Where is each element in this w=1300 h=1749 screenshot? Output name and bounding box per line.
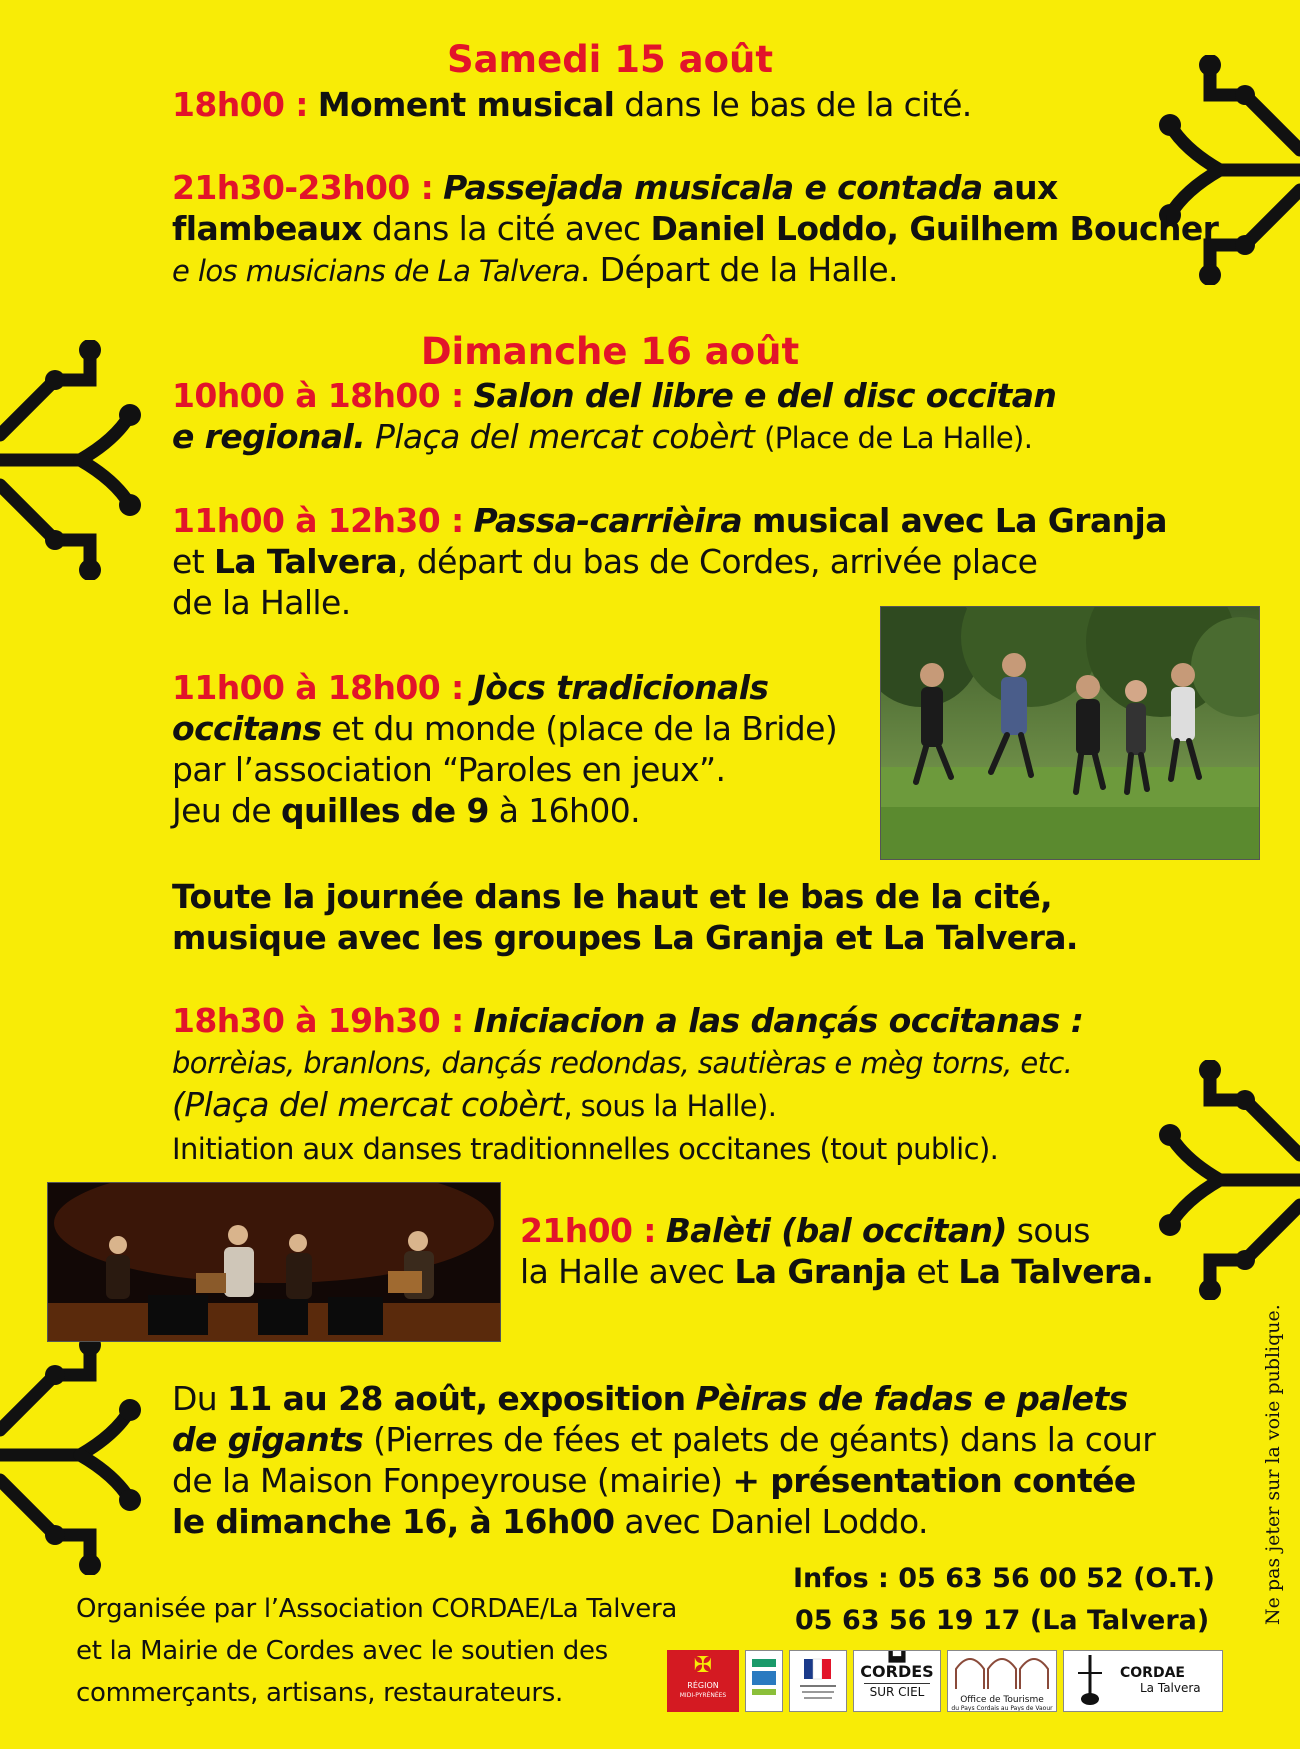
event-text: et du monde (place de la Bride) xyxy=(331,709,838,748)
department-icon xyxy=(746,1651,782,1711)
event-text: Initiation aux danses traditionnelles occitanes (tout public). xyxy=(172,1132,999,1166)
contact-info xyxy=(793,1558,1215,1642)
sunday-event-1 xyxy=(172,375,1056,459)
expo-text: + présentation contée xyxy=(732,1461,1136,1500)
event-time: 10h00 à 18h00 : xyxy=(172,376,464,415)
event-text: sous xyxy=(1016,1211,1090,1250)
sunday-event-4 xyxy=(172,1000,1083,1170)
tourism-office-logo xyxy=(947,1650,1057,1712)
occitan-cross-icon xyxy=(1150,1060,1300,1300)
phone-la-talvera: 05 63 56 19 17 (La Talvera) xyxy=(795,1605,1210,1636)
event-text: musical avec La Granja xyxy=(751,501,1167,540)
expo-text: avec Daniel Loddo. xyxy=(624,1502,928,1541)
prefecture-logo xyxy=(789,1650,847,1712)
expo-text: de la Maison Fonpeyrouse (mairie) xyxy=(172,1461,723,1500)
event-time: 11h00 à 12h30 : xyxy=(172,501,464,540)
occitan-cross-icon xyxy=(0,340,150,580)
event-title: Jòcs tradicionals xyxy=(473,668,769,707)
sunday-event-2 xyxy=(172,500,1167,623)
event-text: à 16h00. xyxy=(498,791,641,830)
region-logo-text: MIDI-PYRÉNÉES xyxy=(679,1692,727,1699)
photo-image xyxy=(48,1183,500,1341)
cordae-logo xyxy=(1063,1650,1223,1712)
region-logo-text: RÉGION xyxy=(687,1681,719,1690)
sunday-event-3 xyxy=(172,667,837,831)
event-text: dans la cité avec xyxy=(371,209,641,248)
expo-text: , xyxy=(475,1379,488,1418)
credits-line: commerçants, artisans, restaurateurs. xyxy=(76,1678,563,1708)
cordae-logo-text: CORDAE xyxy=(1120,1665,1185,1681)
expo-text: Du xyxy=(172,1379,218,1418)
event-text: la Halle avec xyxy=(520,1252,725,1291)
event-text: aux xyxy=(992,168,1058,207)
event-title: Balèti (bal occitan) xyxy=(665,1211,1007,1250)
cordae-logo-text: La Talvera xyxy=(1140,1681,1201,1695)
office-logo-text: du Pays Cordais au Pays de Vaour xyxy=(951,1705,1053,1712)
expo-title: de gigants xyxy=(172,1420,364,1459)
phone-tourism-office: Infos : 05 63 56 00 52 (O.T.) xyxy=(793,1563,1215,1594)
event-text: quilles de 9 xyxy=(280,791,489,830)
event-title: Moment musical xyxy=(317,85,615,124)
group-photo-outdoor xyxy=(880,606,1260,860)
event-text: La Granja xyxy=(734,1252,907,1291)
event-title: Iniciacion a las dançás occitanas : xyxy=(473,1001,1084,1040)
event-text: de la Halle. xyxy=(172,583,351,622)
event-title: Salon del libre e del disc occitan xyxy=(473,376,1057,415)
photo-image xyxy=(881,607,1259,859)
cordes-logo-text: CORDES xyxy=(860,1662,934,1681)
event-text: , sous la Halle). xyxy=(563,1089,777,1123)
castle-icon: ▙▟ xyxy=(888,1650,906,1663)
expo-text: (Pierres de fées et palets de géants) dans la cour xyxy=(373,1420,1156,1459)
expo-dates: 11 au 28 août xyxy=(227,1379,476,1418)
hurdy-gurdy-icon xyxy=(1070,1651,1110,1711)
recycling-notice: Ne pas jeter sur la voie publique. xyxy=(1262,1304,1284,1625)
allday-line: musique avec les groupes La Granja et La Talvera. xyxy=(172,918,1078,957)
expo-text: le dimanche 16, à 16h00 xyxy=(172,1502,615,1541)
event-text: dans le bas de la cité. xyxy=(624,85,972,124)
event-text: , départ du bas de Cordes, arrivée place xyxy=(397,542,1038,581)
expo-title: Pèiras de fadas e palets xyxy=(695,1379,1128,1418)
saturday-event-2 xyxy=(172,167,1218,292)
band-photo-stage xyxy=(47,1182,501,1342)
event-text: flambeaux xyxy=(172,209,362,248)
event-text: par l’association “Paroles en jeux”. xyxy=(172,750,726,789)
event-text: et xyxy=(916,1252,949,1291)
event-text: La Talvera xyxy=(213,542,397,581)
sunday-title: Dimanche 16 août xyxy=(420,330,800,373)
event-title: Passejada musicala e contada xyxy=(443,168,983,207)
event-time: 18h00 : xyxy=(172,85,308,124)
occitan-cross-icon xyxy=(0,1335,150,1575)
event-place: Plaça del mercat cobèrt xyxy=(375,417,755,456)
office-logo-text: Office de Tourisme xyxy=(960,1695,1044,1705)
event-time: 21h00 : xyxy=(520,1211,656,1250)
credits-line: Organisée par l’Association CORDAE/La Talvera xyxy=(76,1594,677,1624)
event-title: Passa-carrièira xyxy=(473,501,743,540)
allday-line: Toute la journée dans le haut et le bas de la cité, xyxy=(172,877,1053,916)
sunday-event-5 xyxy=(520,1210,1153,1292)
sunday-allday xyxy=(172,876,1078,958)
cordes-logo-text: SUR CIEL xyxy=(864,1683,930,1700)
event-performers: e los musicians de La Talvera xyxy=(172,254,580,288)
marianne-icon xyxy=(790,1651,846,1711)
saturday-event-1 xyxy=(172,84,972,125)
event-text: . Départ de la Halle. xyxy=(579,250,898,289)
event-text: Jeu de xyxy=(172,791,272,830)
organizer-credits xyxy=(76,1588,677,1714)
exhibition-block xyxy=(172,1378,1155,1542)
region-logo xyxy=(667,1650,739,1712)
event-performers: Daniel Loddo, Guilhem Boucher xyxy=(650,209,1219,248)
event-time: 11h00 à 18h00 : xyxy=(172,668,464,707)
event-title: e regional. xyxy=(172,417,366,456)
event-text: La Talvera. xyxy=(958,1252,1154,1291)
sponsor-logos xyxy=(667,1650,1227,1714)
cordes-logo xyxy=(853,1650,941,1712)
event-time: 21h30-23h00 : xyxy=(172,168,434,207)
event-text: (Place de La Halle). xyxy=(764,421,1033,455)
event-text: borrèias, branlons, dançás redondas, sautièras e mèg torns, etc. xyxy=(172,1046,1073,1080)
saturday-title: Samedi 15 août xyxy=(446,38,774,81)
event-text: et xyxy=(172,542,205,581)
gothic-arches-icon xyxy=(948,1651,1056,1691)
event-title: occitans xyxy=(172,709,322,748)
occitan-cross-icon: ✠ xyxy=(693,1653,713,1678)
credits-line: et la Mairie de Cordes avec le soutien des xyxy=(76,1636,608,1666)
event-time: 18h30 à 19h30 : xyxy=(172,1001,464,1040)
event-place: (Plaça del mercat cobèrt xyxy=(172,1085,564,1124)
department-logo xyxy=(745,1650,783,1712)
expo-text: exposition xyxy=(497,1379,686,1418)
